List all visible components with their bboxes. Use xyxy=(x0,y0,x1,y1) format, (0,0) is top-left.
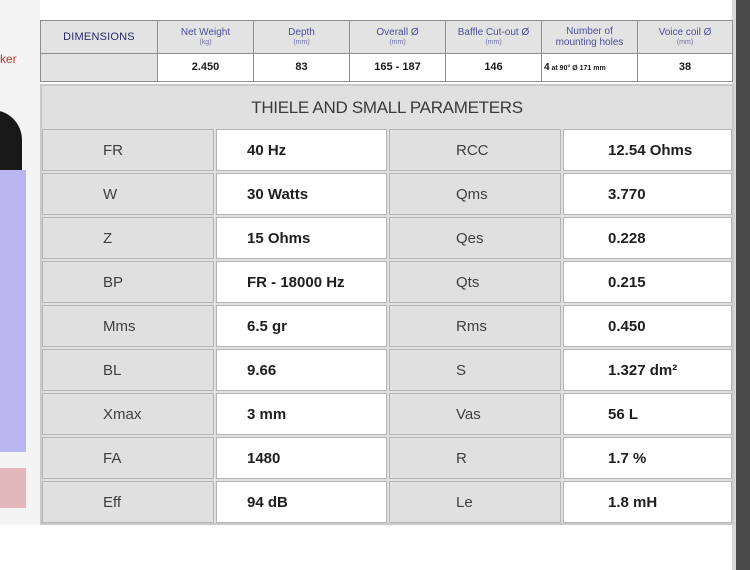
parameter-row xyxy=(42,173,732,217)
parameter-label: S xyxy=(389,349,561,391)
dim-header-voice-coil: Voice coil Ø (mm) xyxy=(638,21,733,54)
parameter-label: Qts xyxy=(389,261,561,303)
parameter-label: Qes xyxy=(389,217,561,259)
dimensions-empty-cell xyxy=(41,53,158,81)
parameter-value: 0.228 xyxy=(563,217,732,259)
parameter-label: BP xyxy=(42,261,214,303)
parameter-row xyxy=(42,305,732,349)
thiele-small-title: THIELE AND SMALL PARAMETERS xyxy=(251,97,523,117)
parameter-value: 94 dB xyxy=(216,481,387,523)
parameter-value: 15 Ohms xyxy=(216,217,387,259)
dimensions-table xyxy=(40,20,733,82)
parameter-value: 1.8 mH xyxy=(563,481,732,523)
mounting-holes-detail: at 90° Ø 171 mm xyxy=(551,64,606,72)
parameter-label: Mms xyxy=(42,305,214,347)
dim-value-baffle-cutout: 146 xyxy=(446,53,542,81)
dim-value-net-weight: 2.450 xyxy=(158,53,254,81)
dimensions-label: DIMENSIONS xyxy=(41,21,158,54)
parameter-row xyxy=(42,481,732,525)
parameter-row xyxy=(42,129,732,173)
parameter-label: Rms xyxy=(389,305,561,347)
parameter-value: 3 mm xyxy=(216,393,387,435)
parameter-label: W xyxy=(42,173,214,215)
parameter-label: FA xyxy=(42,437,214,479)
parameter-value: 12.54 Ohms xyxy=(563,129,732,171)
parameter-row xyxy=(42,261,732,305)
parameter-value: 1.327 dm² xyxy=(563,349,732,391)
parameter-value: FR - 18000 Hz xyxy=(216,261,387,303)
parameter-label: FR xyxy=(42,129,214,171)
dim-value-depth: 83 xyxy=(254,53,350,81)
parameter-row xyxy=(42,437,732,481)
dim-header-depth: Depth (mm) xyxy=(254,21,350,54)
dimensions-header-row xyxy=(41,21,733,54)
parameter-value: 30 Watts xyxy=(216,173,387,215)
parameter-label: Vas xyxy=(389,393,561,435)
parameter-label: R xyxy=(389,437,561,479)
dim-header-overall-diameter: Overall Ø (mm) xyxy=(350,21,446,54)
pink-panel xyxy=(0,468,26,508)
dim-value-overall-diameter: 165 - 187 xyxy=(350,53,446,81)
dimensions-value-row xyxy=(41,53,733,81)
dim-value-mounting-holes xyxy=(542,53,638,81)
right-edge-scrollbar[interactable] xyxy=(736,0,750,570)
parameter-value: 6.5 gr xyxy=(216,305,387,347)
parameter-row xyxy=(42,349,732,393)
thiele-small-table xyxy=(40,84,734,525)
parameter-value: 3.770 xyxy=(563,173,732,215)
parameter-label: BL xyxy=(42,349,214,391)
partial-heading-text: ker xyxy=(0,52,17,66)
parameter-label: RCC xyxy=(389,129,561,171)
parameter-value: 1.7 % xyxy=(563,437,732,479)
parameter-value: 0.450 xyxy=(563,305,732,347)
mounting-holes-count: 4 xyxy=(544,61,550,73)
dim-value-voice-coil: 38 xyxy=(638,53,733,81)
parameter-value: 0.215 xyxy=(563,261,732,303)
parameter-value: 56 L xyxy=(563,393,732,435)
parameter-value: 1480 xyxy=(216,437,387,479)
purple-panel xyxy=(0,170,26,452)
parameter-row xyxy=(42,217,732,261)
parameter-label: Xmax xyxy=(42,393,214,435)
dim-header-baffle-cutout: Baffle Cut-out Ø (mm) xyxy=(446,21,542,54)
parameter-label: Z xyxy=(42,217,214,259)
thiele-small-rows xyxy=(42,129,732,525)
parameter-value: 9.66 xyxy=(216,349,387,391)
parameter-label: Eff xyxy=(42,481,214,523)
left-product-image-fragment xyxy=(0,0,40,525)
parameter-value: 40 Hz xyxy=(216,129,387,171)
dim-header-mounting-holes: Number of mounting holes xyxy=(542,21,638,54)
parameter-label: Le xyxy=(389,481,561,523)
parameter-label: Qms xyxy=(389,173,561,215)
parameter-row xyxy=(42,393,732,437)
dim-header-net-weight: Net Weight (kg) xyxy=(158,21,254,54)
